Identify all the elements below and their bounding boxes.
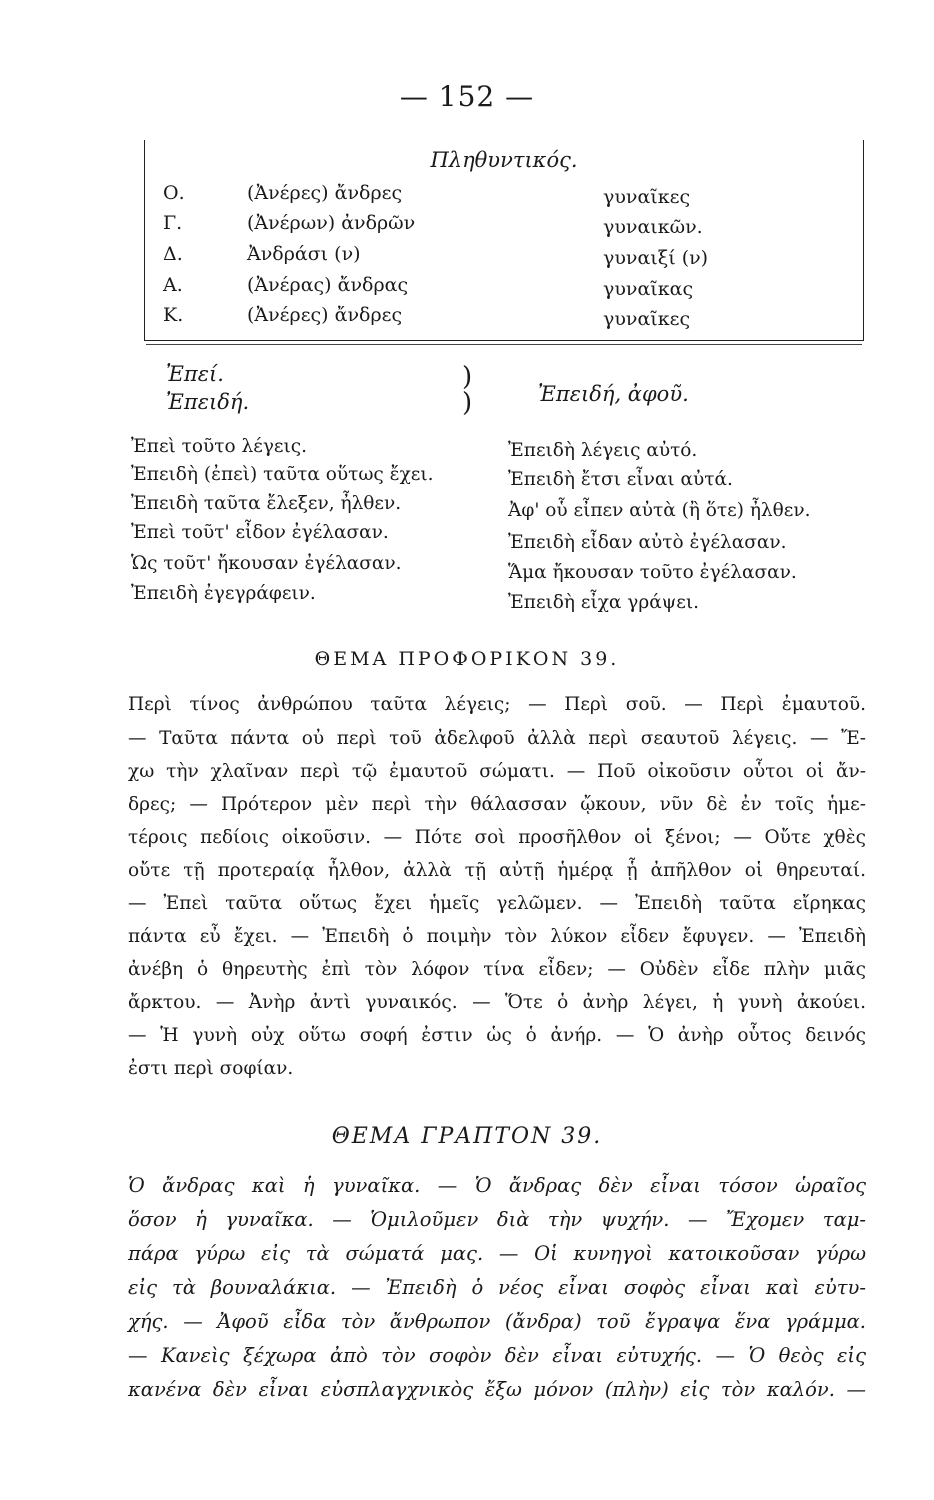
written-theme-line: Ὁ ἄνδρας καὶ ἡ γυναῖκα. — Ὁ ἄνδρας δὲν εἶναι τόσον ὡραῖος bbox=[128, 1174, 866, 1197]
example-ancient: Ἐπειδὴ ἐγεγράφειν. bbox=[131, 583, 316, 604]
table-title: Πληθυντικός. bbox=[430, 148, 578, 172]
feminine-form: γυναικῶν. bbox=[603, 216, 703, 238]
written-theme-title: ΘΕΜΑ ΓΡΑΠΤΟΝ 39. bbox=[331, 1124, 603, 1149]
divider bbox=[146, 344, 862, 345]
feminine-form: γυναῖκες bbox=[603, 186, 691, 208]
oral-theme-line: — Ἡ γυνὴ οὐχ οὕτω σοφή ἐστιν ὡς ὁ ἀνήρ. — Ὁ ἀνὴρ οὗτος δεινός bbox=[128, 1025, 866, 1046]
written-theme-line: εἰς τὰ βουναλάκια. — Ἐπειδὴ ὁ νέος εἶναι σοφὸς εἶναι καὶ εὐτυ- bbox=[128, 1276, 866, 1299]
feminine-form: γυναῖκες bbox=[603, 308, 691, 330]
example-ancient: Ἐπεὶ τοῦτ' εἶδον ἐγέλασαν. bbox=[131, 522, 389, 543]
plural-declension-table bbox=[144, 140, 864, 341]
written-theme-line: ὅσον ἡ γυναῖκα. — Ὁμιλοῦμεν διὰ τὴν ψυχήν. — Ἔχομεν ταμ- bbox=[128, 1208, 866, 1231]
feminine-form: γυναῖκας bbox=[603, 278, 694, 300]
example-ancient: Ὡς τοῦτ' ἤκουσαν ἐγέλασαν. bbox=[131, 553, 402, 574]
example-modern: Ἐπειδὴ λέγεις αὐτό. bbox=[508, 440, 698, 461]
masculine-form: (Ἀνέρας) ἄνδρας bbox=[247, 274, 409, 296]
case-label: Α. bbox=[163, 274, 183, 296]
example-ancient: Ἐπειδὴ ταῦτα ἔλεξεν, ἦλθεν. bbox=[131, 493, 402, 514]
example-modern: Ἐπειδὴ εἶχα γράψει. bbox=[508, 592, 699, 613]
oral-theme-line: πάντα εὖ ἔχει. — Ἐπειδὴ ὁ ποιμὴν τὸν λύκον εἶδεν ἔφυγεν. — Ἐπειδὴ bbox=[128, 926, 866, 947]
page-number: — 152 — bbox=[399, 80, 535, 113]
case-label: Δ. bbox=[163, 243, 183, 265]
oral-theme-line: οὔτε τῇ προτεραίᾳ ἦλθον, ἀλλὰ τῇ αὐτῇ ἡμέρᾳ ᾗ ἀπῆλθον οἱ θηρευταί. bbox=[128, 860, 866, 881]
conjunction-heading: Ἐπεί. bbox=[166, 362, 224, 386]
conjunction-heading: Ἐπειδή. bbox=[166, 390, 250, 414]
masculine-form: (Ἀνέρες) ἄνδρες bbox=[247, 182, 403, 204]
oral-theme-line: Περὶ τίνος ἀνθρώπου ταῦτα λέγεις; — Περὶ σοῦ. — Περὶ ἐμαυτοῦ. bbox=[128, 694, 866, 715]
written-theme-line: πάρα γύρω εἰς τὰ σώματά μας. — Οἱ κυνηγοὶ κατοικοῦσαν γύρω bbox=[128, 1242, 866, 1265]
case-label: Γ. bbox=[163, 212, 183, 234]
oral-theme-title: ΘΕΜΑ ΠΡΟΦΟΡΙΚΟΝ 39. bbox=[314, 648, 620, 670]
masculine-form: (Ἀνέρες) ἄνδρες bbox=[247, 304, 403, 326]
conjunction-translation: Ἐπειδή, ἀφοῦ. bbox=[538, 382, 689, 406]
oral-theme-line: — Ἐπεὶ ταῦτα οὕτως ἔχει ἡμεῖς γελῶμεν. — Ἐπειδὴ ταῦτα εἴρηκας bbox=[128, 893, 866, 914]
feminine-form: γυναιξί (ν) bbox=[603, 247, 709, 269]
case-label: Ο. bbox=[163, 182, 185, 204]
example-modern: Ἐπειδὴ εἶδαν αὐτὸ ἐγέλασαν. bbox=[508, 532, 787, 553]
bracket: ) bbox=[462, 362, 473, 392]
oral-theme-line: χω τὴν χλαῖναν περὶ τῷ ἐμαυτοῦ σώματι. — Ποῦ οἰκοῦσιν οὗτοι οἱ ἄν- bbox=[128, 761, 866, 782]
masculine-form: Ἀνδράσι (ν) bbox=[247, 243, 361, 265]
oral-theme-line: ἀνέβη ὁ θηρευτὴς ἐπὶ τὸν λόφον τίνα εἶδεν; — Οὐδὲν εἶδε πλὴν μιᾶς bbox=[128, 959, 866, 980]
example-ancient: Ἐπειδὴ (ἐπεὶ) ταῦτα οὕτως ἔχει. bbox=[131, 464, 434, 485]
oral-theme-line: ἄρκτου. — Ἀνὴρ ἀντὶ γυναικός. — Ὅτε ὁ ἀνὴρ λέγει, ἡ γυνὴ ἀκούει. bbox=[128, 992, 866, 1013]
bracket: ) bbox=[462, 388, 473, 418]
example-modern: Ἅμα ἤκουσαν τοῦτο ἐγέλασαν. bbox=[508, 562, 797, 583]
written-theme-line: — Κανεὶς ξέχωρα ἀπὸ τὸν σοφὸν δὲν εἶναι εὐτυχής. — Ὁ θεὸς εἰς bbox=[128, 1344, 866, 1367]
example-modern: Ἀφ' οὗ εἶπεν αὐτὰ (ἢ ὅτε) ἦλθεν. bbox=[508, 500, 811, 521]
example-modern: Ἐπειδὴ ἔτσι εἶναι αὐτά. bbox=[508, 469, 733, 490]
oral-theme-line: τέροις πεδίοις οἰκοῦσιν. — Πότε σοὶ προσῆλθον οἱ ξένοι; — Οὔτε χθὲς bbox=[128, 827, 866, 848]
written-theme-line: χής. — Ἀφοῦ εἶδα τὸν ἄνθρωπον (ἄνδρα) τοῦ ἔγραψα ἕνα γράμμα. bbox=[128, 1310, 866, 1333]
oral-theme-line: δρες; — Πρότερον μὲν περὶ τὴν θάλασσαν ᾤκουν, νῦν δὲ ἐν τοῖς ἡμε- bbox=[128, 794, 866, 815]
written-theme-line: κανένα δὲν εἶναι εὐσπλαγχνικὸς ἔξω μόνον (πλὴν) εἰς τὸν καλόν. — bbox=[128, 1378, 866, 1401]
example-ancient: Ἐπεὶ τοῦτο λέγεις. bbox=[131, 436, 307, 457]
case-label: Κ. bbox=[163, 304, 184, 326]
oral-theme-line: ἐστι περὶ σοφίαν. bbox=[128, 1058, 294, 1079]
masculine-form: (Ἀνέρων) ἀνδρῶν bbox=[247, 212, 416, 234]
oral-theme-line: — Ταῦτα πάντα οὐ περὶ τοῦ ἀδελφοῦ ἀλλὰ περὶ σεαυτοῦ λέγεις. — Ἔ- bbox=[128, 728, 866, 749]
